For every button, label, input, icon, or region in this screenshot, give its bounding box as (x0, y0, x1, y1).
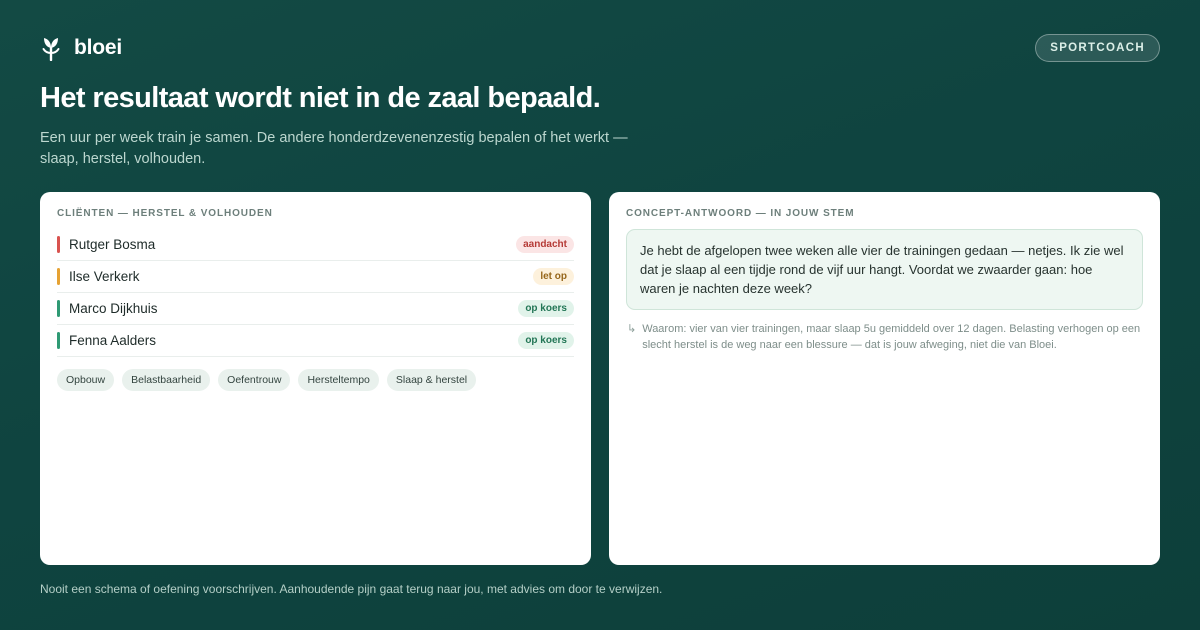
role-badge[interactable]: SPORTCOACH (1035, 34, 1160, 62)
tag-chip-oefentrouw[interactable]: Oefentrouw (218, 369, 290, 391)
footer-note: Nooit een schema of oefening voorschrijven. Aanhoudende pijn gaat terug naar jou, met advies om door te verwijzen. (40, 582, 663, 596)
reason-text: Waarom: vier van vier trainingen, maar slaap 5u gemiddeld over 12 dagen. Belasting verhogen op een slecht herstel is de weg naar een blessure — dat is jouw afweging, niet die van Bloei. (642, 323, 1141, 351)
client-list (57, 229, 574, 357)
client-name: Ilse Verkerk (69, 269, 140, 284)
client-status-bar (57, 332, 60, 349)
client-row[interactable] (57, 229, 574, 261)
reply-panel-title: CONCEPT-ANTWOORD — IN JOUW STEM (626, 208, 855, 219)
client-left (57, 332, 156, 349)
clients-panel (40, 192, 591, 565)
page-subline: Een uur per week train je samen. De andere honderdzevenenzestig bepalen of het werkt — slaap, herstel, volhouden. (40, 130, 628, 167)
client-left (57, 236, 155, 253)
client-status-badge: op koers (518, 332, 574, 349)
draft-reply[interactable]: Je hebt de afgelopen twee weken alle vier de trainingen gedaan — netjes. Ik zie wel dat je slaap al een tijdje rond de vijf uur hangt. Voordat we zwaarder gaan: hoe waren je nachten deze week? (626, 229, 1143, 310)
tag-chip-belastbaarheid[interactable]: Belastbaarheid (122, 369, 210, 391)
client-status-badge: op koers (518, 300, 574, 317)
page-headline: Het resultaat wordt niet in de zaal bepaald. (40, 82, 601, 114)
client-status-badge: let op (533, 268, 574, 285)
brand-name: bloei (74, 36, 123, 59)
client-row[interactable] (57, 261, 574, 293)
client-left (57, 300, 158, 317)
tag-chip-hersteltempo[interactable]: Hersteltempo (298, 369, 378, 391)
sprout-icon (40, 35, 62, 61)
client-row[interactable] (57, 325, 574, 357)
client-name: Rutger Bosma (69, 237, 156, 252)
client-left (57, 268, 140, 285)
client-row[interactable] (57, 293, 574, 325)
client-name: Marco Dijkhuis (69, 301, 158, 316)
tag-chip-opbouw[interactable]: Opbouw (57, 369, 114, 391)
client-status-bar (57, 300, 60, 317)
tag-chip-slaap-herstel[interactable]: Slaap & herstel (387, 369, 476, 391)
client-status-bar (57, 268, 60, 285)
reply-panel (609, 192, 1160, 565)
client-status-badge: aandacht (516, 236, 574, 253)
client-name: Fenna Aalders (69, 333, 157, 348)
tag-list (57, 369, 574, 391)
clients-panel-title: CLIËNTEN — HERSTEL & VOLHOUDEN (57, 208, 273, 219)
client-status-bar (57, 236, 60, 253)
reply-arrow-icon: ↳ (627, 323, 637, 335)
brand-logo[interactable] (40, 35, 122, 61)
reason-note (626, 321, 1143, 353)
